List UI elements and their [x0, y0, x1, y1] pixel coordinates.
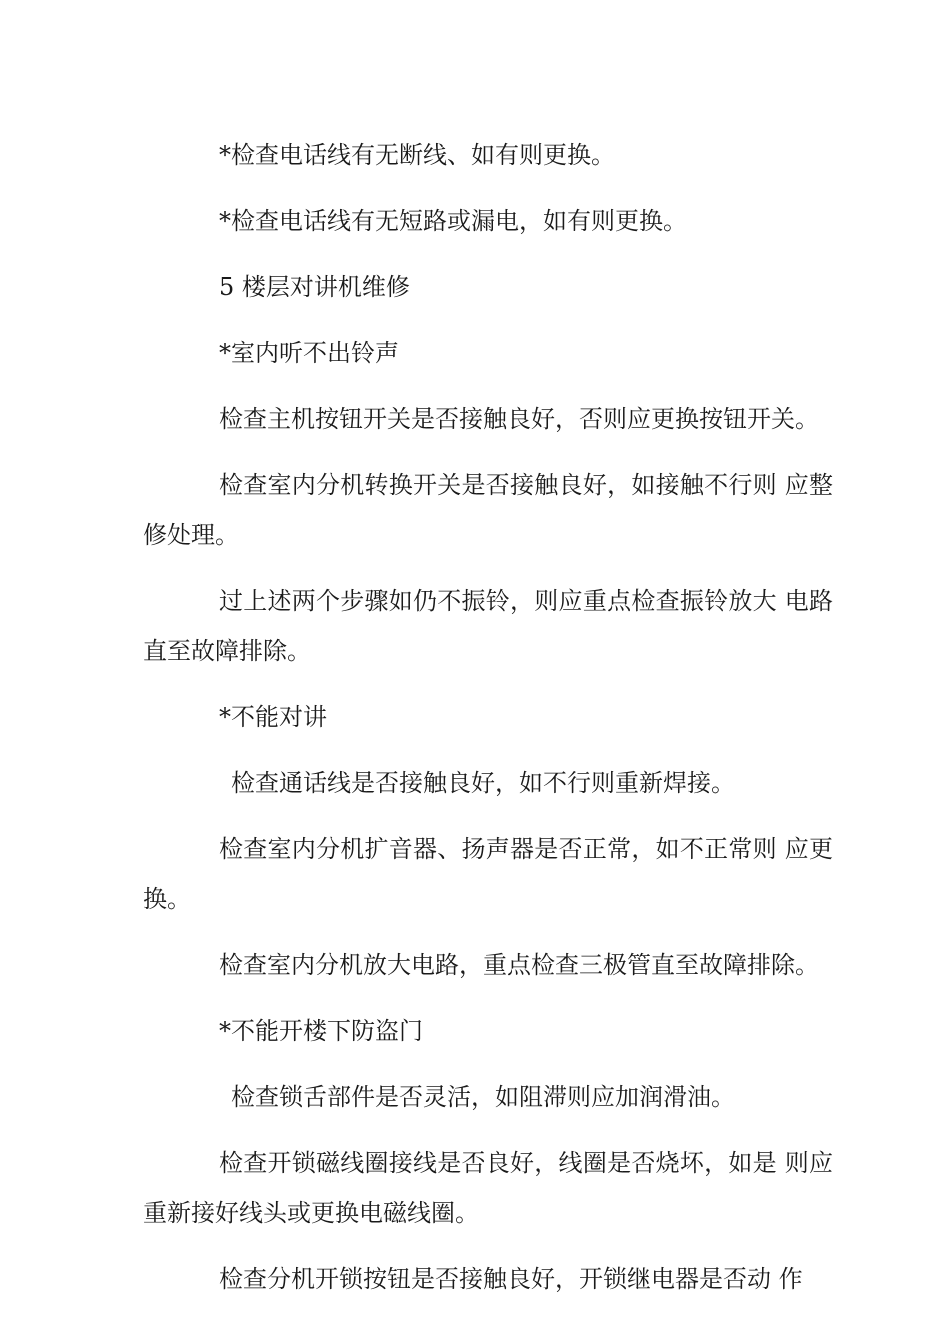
paragraph: 检查分机开锁按钮是否接触良好，开锁继电器是否动 作: [219, 1265, 803, 1293]
subsection-heading: *不能对讲: [219, 703, 327, 731]
section-heading: 5 楼层对讲机维修: [219, 273, 410, 301]
paragraph: 检查室内分机放大电路，重点检查三极管直至故障排除。: [219, 951, 819, 979]
paragraph: 检查室内分机转换开关是否接触良好，如接触不行则 应整修处理。: [143, 471, 833, 549]
document-body: [143, 130, 833, 1320]
subsection-heading: *室内听不出铃声: [219, 339, 399, 367]
paragraph: *检查电话线有无断线、如有则更换。: [219, 141, 615, 169]
subsection-heading: *不能开楼下防盗门: [219, 1017, 423, 1045]
paragraph: 过上述两个步骤如仍不振铃，则应重点检查振铃放大 电路直至故障排除。: [143, 587, 833, 665]
paragraph: 检查锁舌部件是否灵活，如阻滞则应加润滑油。: [231, 1083, 735, 1111]
paragraph: 检查通话线是否接触良好，如不行则重新焊接。: [231, 769, 735, 797]
paragraph: 检查室内分机扩音器、扬声器是否正常，如不正常则 应更换。: [143, 835, 833, 913]
paragraph: 检查主机按钮开关是否接触良好，否则应更换按钮开关。: [219, 405, 819, 433]
paragraph: *检查电话线有无短路或漏电，如有则更换。: [219, 207, 687, 235]
paragraph: 检查开锁磁线圈接线是否良好，线圈是否烧坏，如是 则应重新接好线头或更换电磁线圈。: [143, 1149, 833, 1227]
